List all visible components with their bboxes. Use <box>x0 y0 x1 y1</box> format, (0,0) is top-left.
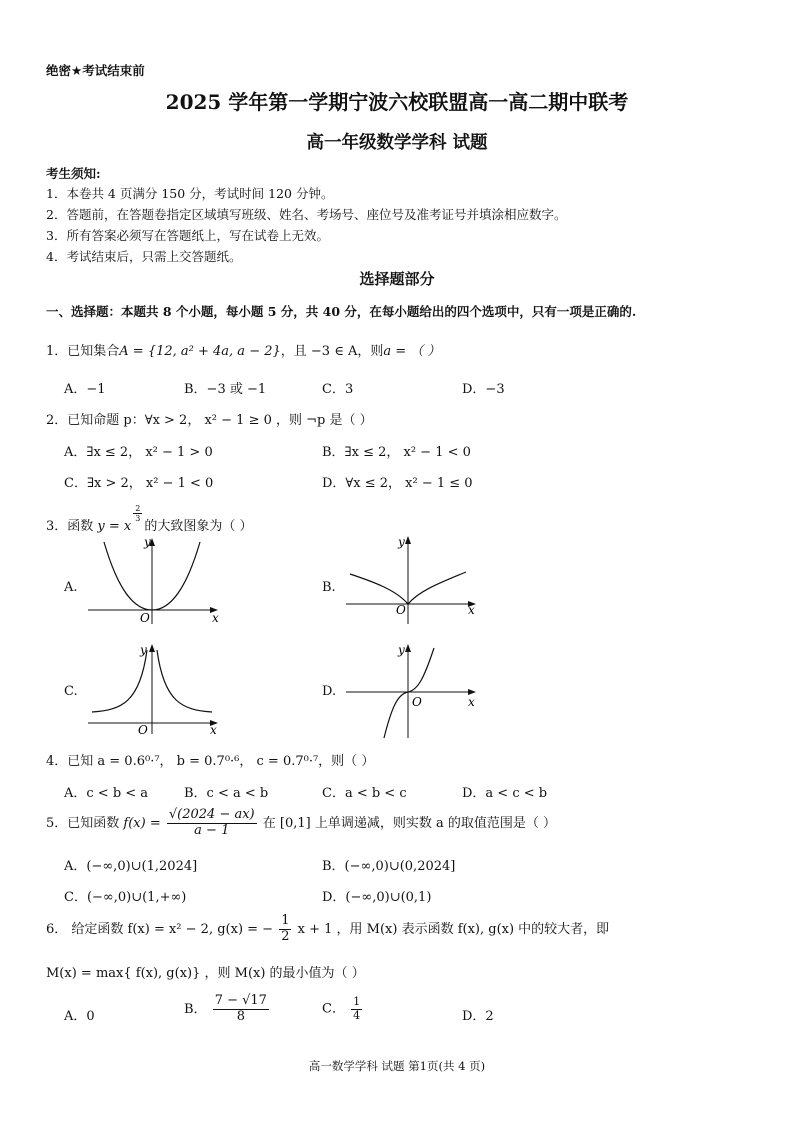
origin-label: O <box>140 611 150 625</box>
question-6-option-a: A．0 <box>64 1009 95 1024</box>
set-expression: A = {12, a² + 4a, a − 2} <box>119 344 281 359</box>
y-label: y <box>144 535 151 549</box>
question-4-option-b: B．c < a < b <box>184 786 269 801</box>
question-5-option-b: B．(−∞,0)∪(0,2024] <box>322 859 456 874</box>
question-2-option-c: C．∃x > 2， x² − 1 < 0 <box>64 476 214 491</box>
notice-item: 4．考试结束后，只需上交答题纸。 <box>46 249 242 264</box>
origin-label: O <box>138 723 148 736</box>
question-4-option-a: A．c < b < a <box>64 786 149 801</box>
question-4-stem: 4．已知 a = 0.6⁰·⁷， b = 0.7⁰·⁶， c = 0.7⁰·⁷，则（ ） <box>46 754 375 769</box>
question-6-stem: 6． 给定函数 f(x) = x² − 2, g(x) = − $\frac{1}{2}$ x + 1 ，用 M(x) 表示函数 f(x), g(x) 中的较大者，即 <box>46 913 610 944</box>
question-6-option-b: B． $\frac{7 - √17}{8}$ <box>184 993 267 1024</box>
question-1-option-c: C．3 <box>322 382 354 397</box>
notice-item: 2．答题前，在答题卷指定区域填写班级、姓名、考场号、座位号及准考证号并填涂相应数字。 <box>46 207 567 222</box>
y-label: y <box>140 643 147 657</box>
y-axis-arrow-icon <box>149 644 155 652</box>
x-label: x <box>468 603 475 617</box>
notice-heading: 考生须知: <box>46 166 101 181</box>
question-2-option-d: D．∀x ≤ 2， x² − 1 ≤ 0 <box>322 476 473 491</box>
graph-c <box>86 640 226 736</box>
half-fraction: $\frac{1}{2}$ <box>281 913 290 944</box>
question-3-option-c-label: C. <box>64 684 78 699</box>
question-1-option-a: A．−1 <box>64 382 106 397</box>
y-axis-arrow-icon <box>405 536 411 544</box>
question-5-option-c: C．(−∞,0)∪(1,+∞) <box>64 890 187 905</box>
notice-item: 1．本卷共 4 页满分 150 分，考试时间 120 分钟。 <box>46 186 334 201</box>
curve-c-left <box>92 650 147 712</box>
exponent-fraction: 2 3 <box>135 504 141 524</box>
section-title: 选择题部分 <box>359 270 435 288</box>
question-1-option-d: D．−3 <box>462 382 505 397</box>
question-4-option-d: D．a < c < b <box>462 786 548 801</box>
question-4-option-c: C．a < b < c <box>322 786 407 801</box>
question-3-option-a-label: A. <box>64 580 78 595</box>
part-one-instructions: 一、选择题：本题共 8 个小题，每小题 5 分，共 40 分，在每小题给出的四个选项中，只有一项是正确的. <box>46 304 637 319</box>
question-2-option-a: A．∃x ≤ 2， x² − 1 > 0 <box>64 445 213 460</box>
confidential-mark: 绝密★考试结束前 <box>46 63 145 78</box>
question-3-option-b-label: B. <box>322 580 336 595</box>
graph-a <box>86 532 226 627</box>
question-6-option-c: C． $\frac{1}{4}$ <box>322 995 361 1022</box>
exam-subtitle: 高一年级数学学科 试题 <box>306 133 488 153</box>
question-3-stem: 3．函数 y = x $^{\frac{2}{3}}$ 的大致图象为（ ） <box>46 504 253 535</box>
question-5-option-d: D．(−∞,0)∪(0,1) <box>322 890 432 905</box>
question-1-option-b: B．−3 或 −1 <box>184 382 267 397</box>
question-2-option-b: B．∃x ≤ 2， x² − 1 < 0 <box>322 445 471 460</box>
notice-item: 3．所有答案必须写在答题纸上，写在试卷上无效。 <box>46 228 329 243</box>
y-axis-arrow-icon <box>405 644 411 652</box>
question-3-option-d-label: D. <box>322 684 337 699</box>
y-label: y <box>398 643 405 657</box>
curve-d <box>384 648 434 738</box>
question-6-option-d: D．2 <box>462 1009 494 1024</box>
y-label: y <box>398 535 405 549</box>
question-6-stem-line2: M(x) = max{ f(x), g(x)} ，则 M(x) 的最小值为（ ） <box>46 966 365 981</box>
origin-label: O <box>396 603 406 617</box>
curve-c-right <box>157 650 212 712</box>
exam-title: 2025 学年第一学期宁波六校联盟高一高二期中联考 <box>165 90 629 114</box>
question-5-option-a: A．(−∞,0)∪(1,2024] <box>64 859 198 874</box>
x-label: x <box>210 723 217 736</box>
option-b-fraction: $\frac{7 - √17}{8}$ <box>214 993 267 1024</box>
graph-b <box>344 532 484 627</box>
page-footer: 高一数学学科 试题 第1页(共 4 页) <box>308 1059 486 1073</box>
x-label: x <box>468 695 475 709</box>
question-5-stem: 5．已知函数 f(x) = $\frac{√(2024 - ax)}{a - 1}$ 在 [0,1] 上单调递减，则实数 a 的取值范围是（ ） <box>46 807 557 838</box>
graph-d <box>344 640 484 740</box>
question-2-stem: 2．已知命题 p：∀x > 2， x² − 1 ≥ 0 ，则 ¬p 是（ ） <box>46 413 373 428</box>
question-1-stem: 1．已知集合A = {12, a² + 4a, a − 2}，且 −3 ∈ A，则a = （ ） <box>46 344 441 359</box>
x-label: x <box>212 611 219 625</box>
function-fraction: $\frac{√(2024 - ax)}{a - 1}$ <box>168 807 255 838</box>
origin-label: O <box>412 695 422 709</box>
option-c-fraction: $\frac{1}{4}$ <box>353 995 361 1022</box>
